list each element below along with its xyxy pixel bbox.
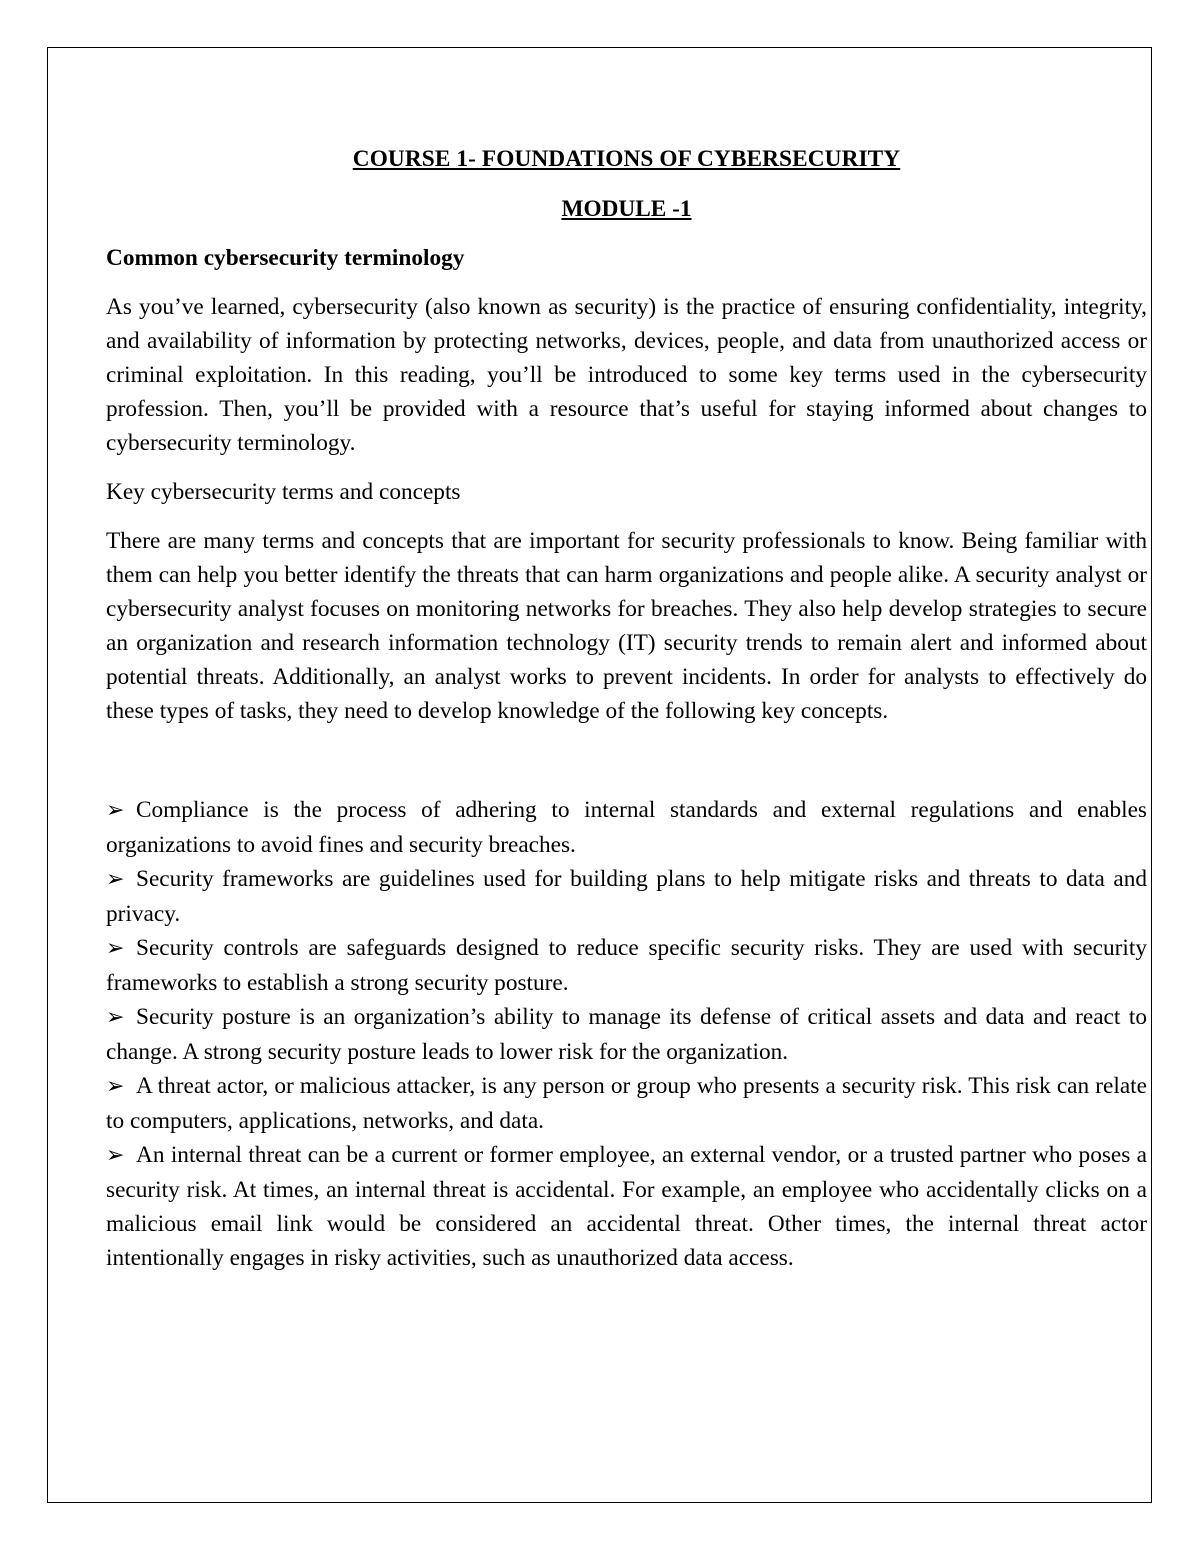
key-terms-list	[106, 793, 1147, 1275]
list-item	[106, 1138, 1147, 1275]
section-heading: Common cybersecurity terminology	[106, 245, 465, 271]
list-item-text: A threat actor, or malicious attacker, is any person or group who presents a security risk. This risk can relate to computers, applications, networks, and data.	[106, 1073, 1147, 1134]
arrowhead-bullet-icon: ➢	[106, 1143, 125, 1168]
course-title: COURSE 1- FOUNDATIONS OF CYBERSECURITY	[352, 146, 901, 172]
arrowhead-bullet-icon: ➢	[106, 936, 125, 961]
list-item-text: Compliance is the process of adhering to internal standards and external regulations and enables organizations to avoid fines and security breaches.	[106, 797, 1147, 858]
body-paragraph: There are many terms and concepts that are important for security professionals to know. Being familiar with them can help you better identify the threats that can harm organizations and people alike. A security analyst or cybersecurity analyst focuses on monitoring networks for breaches. They also help develop strategies to secure an organization and research information technology (IT) security trends to remain alert and informed about potential threats. Additionally, an analyst works to prevent incidents. In order for analysts to effectively do these types of tasks, they need to develop knowledge of the following key concepts.	[106, 528, 1147, 724]
list-item-text: An internal threat can be a current or former employee, an external vendor, or a trusted partner who poses a security risk. At times, an internal threat is accidental. For example, an employee who accidentally clicks on a malicious email link would be considered an accidental threat. Other times, the internal threat actor intentionally engages in risky activities, such as unauthorized data access.	[106, 1142, 1147, 1271]
list-item	[106, 793, 1147, 862]
arrowhead-bullet-icon: ➢	[106, 1005, 125, 1030]
arrowhead-bullet-icon: ➢	[106, 867, 125, 892]
document-content	[106, 142, 1147, 1275]
list-item	[106, 1069, 1147, 1138]
module-title: MODULE -1	[561, 196, 692, 222]
subheading: Key cybersecurity terms and concepts	[106, 479, 461, 505]
list-item-text: Security controls are safeguards designed to reduce specific security risks. They are used with security frameworks to establish a strong security posture.	[106, 935, 1147, 996]
list-item	[106, 931, 1147, 1000]
arrowhead-bullet-icon: ➢	[106, 798, 125, 823]
list-item-text: Security posture is an organization’s ability to manage its defense of critical assets and data and react to change. A strong security posture leads to lower risk for the organization.	[106, 1004, 1147, 1065]
list-item	[106, 1000, 1147, 1069]
spacer	[106, 743, 1147, 793]
intro-paragraph: As you’ve learned, cybersecurity (also known as security) is the practice of ensuring confidentiality, integrity, and availability of information by protecting networks, devices, people, and data from unauthorized access or criminal exploitation. In this reading, you’ll be introduced to some key terms used in the cybersecurity profession. Then, you’ll be provided with a resource that’s useful for staying informed about changes to cybersecurity terminology.	[106, 294, 1147, 456]
arrowhead-bullet-icon: ➢	[106, 1074, 125, 1099]
list-item-text: Security frameworks are guidelines used for building plans to help mitigate risks and threats to data and privacy.	[106, 866, 1147, 927]
list-item	[106, 862, 1147, 931]
